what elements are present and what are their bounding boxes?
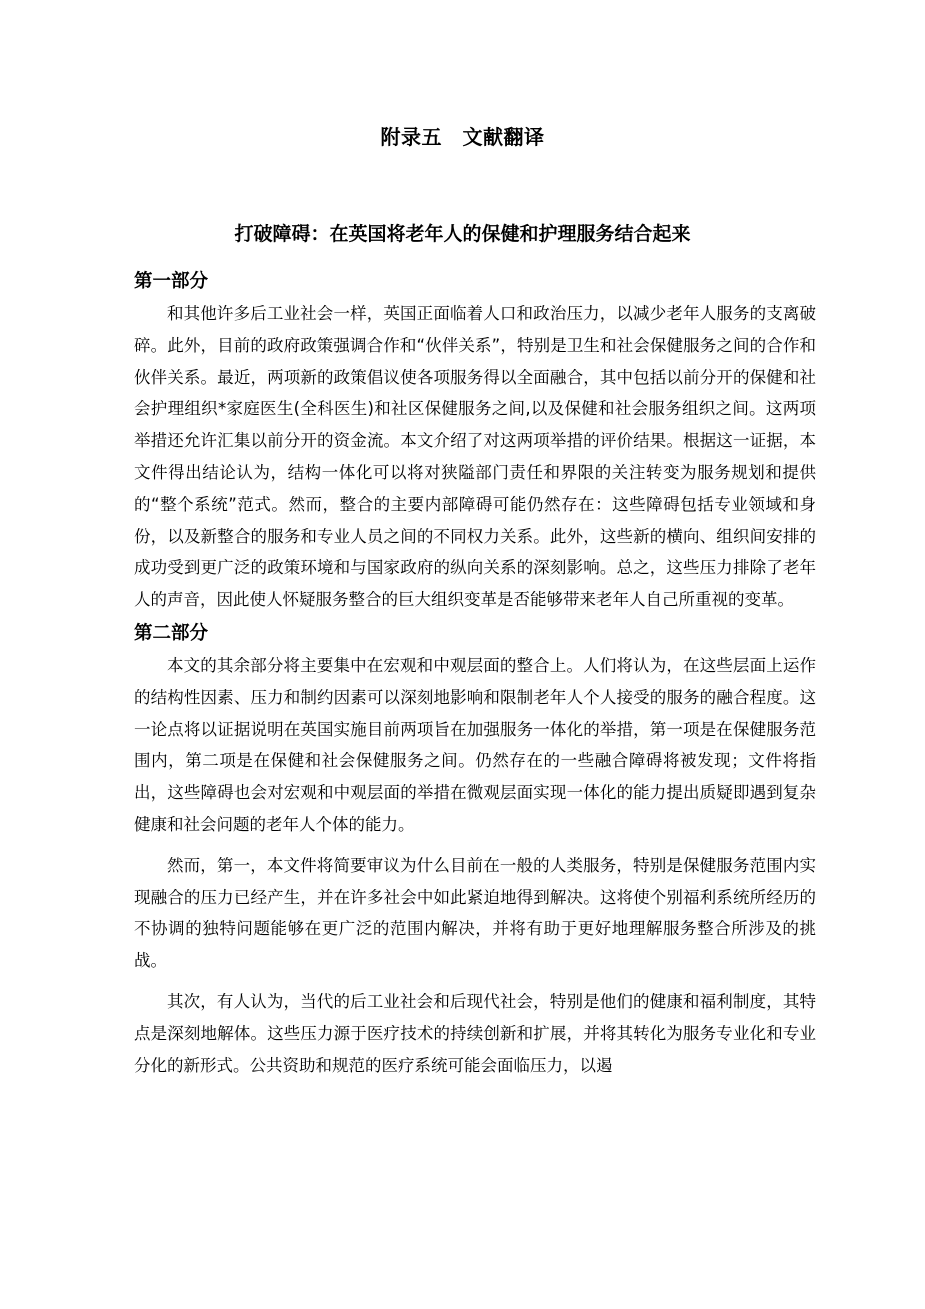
section-heading: 第二部分 [134, 622, 209, 644]
section-part-two [134, 618, 816, 1081]
section-part-one [134, 266, 816, 616]
paragraph: 和其他许多后工业社会一样，英国正面临着人口和政治压力，以减少老年人服务的支离破碎。此外，目前的政府政策强调合作和“伙伴关系”，特别是卫生和社会保健服务之间的合作和伙伴关系。最近，两项新的政策倡议使各项服务得以全面融合，其中包括以前分开的保健和社会护理组织*家庭医生(全科医生)和社区保健服务之间,以及保健和社会服务组织之间。这两项举措还允许汇集以前分开的资金流。本文介绍了对这两项举措的评价结果。根据这一证据，本文件得出结论认为，结构一体化可以将对狭隘部门责任和界限的关注转变为服务规划和提供的“整个系统”范式。然而，整合的主要内部障碍可能仍然存在：这些障碍包括专业领域和身份，以及新整合的服务和专业人员之间的不同权力关系。此外，这些新的横向、组织间安排的成功受到更广泛的政策环境和与国家政府的纵向关系的深刻影响。总之，这些压力排除了老年人的声音，因此使人怀疑服务整合的巨大组织变革是否能够带来老年人自己所重视的变革。 [134, 304, 816, 610]
paragraph: 本文的其余部分将主要集中在宏观和中观层面的整合上。人们将认为，在这些层面上运作的结构性因素、压力和制约因素可以深刻地影响和限制老年人个人接受的服务的融合程度。这一论点将以证据说明在英国实施目前两项旨在加强服务一体化的举措，第一项是在保健服务范围内，第二项是在保健和社会保健服务之间。仍然存在的一些融合障碍将被发现；文件将指出，这些障碍也会对宏观和中观层面的举措在微观层面实现一体化的能力提出质疑即遇到复杂健康和社会问题的老年人个体的能力。 [134, 655, 816, 834]
paper-title: 打破障碍：在英国将老年人的保健和护理服务结合起来 [234, 223, 691, 245]
section-heading: 第一部分 [134, 271, 209, 292]
paragraph: 然而，第一，本文件将简要审议为什么目前在一般的人类服务，特别是保健服务范围内实现融合的压力已经产生，并在许多社会中如此紧迫地得到解决。这将使个别福利系统所经历的不协调的独特问题能够在更广泛的范围内解决，并将有助于更好地理解服务整合所涉及的挑战。 [134, 855, 816, 971]
appendix-title: 附录五 文献翻译 [380, 125, 545, 149]
document-body [134, 266, 816, 1081]
paragraph: 其次，有人认为，当代的后工业社会和后现代社会，特别是他们的健康和福利制度，其特点是深刻地解体。这些压力源于医疗技术的持续创新和扩展，并将其转化为服务专业化和专业分化的新形式。公共资助和规范的医疗系统可能会面临压力，以遏 [134, 991, 816, 1075]
